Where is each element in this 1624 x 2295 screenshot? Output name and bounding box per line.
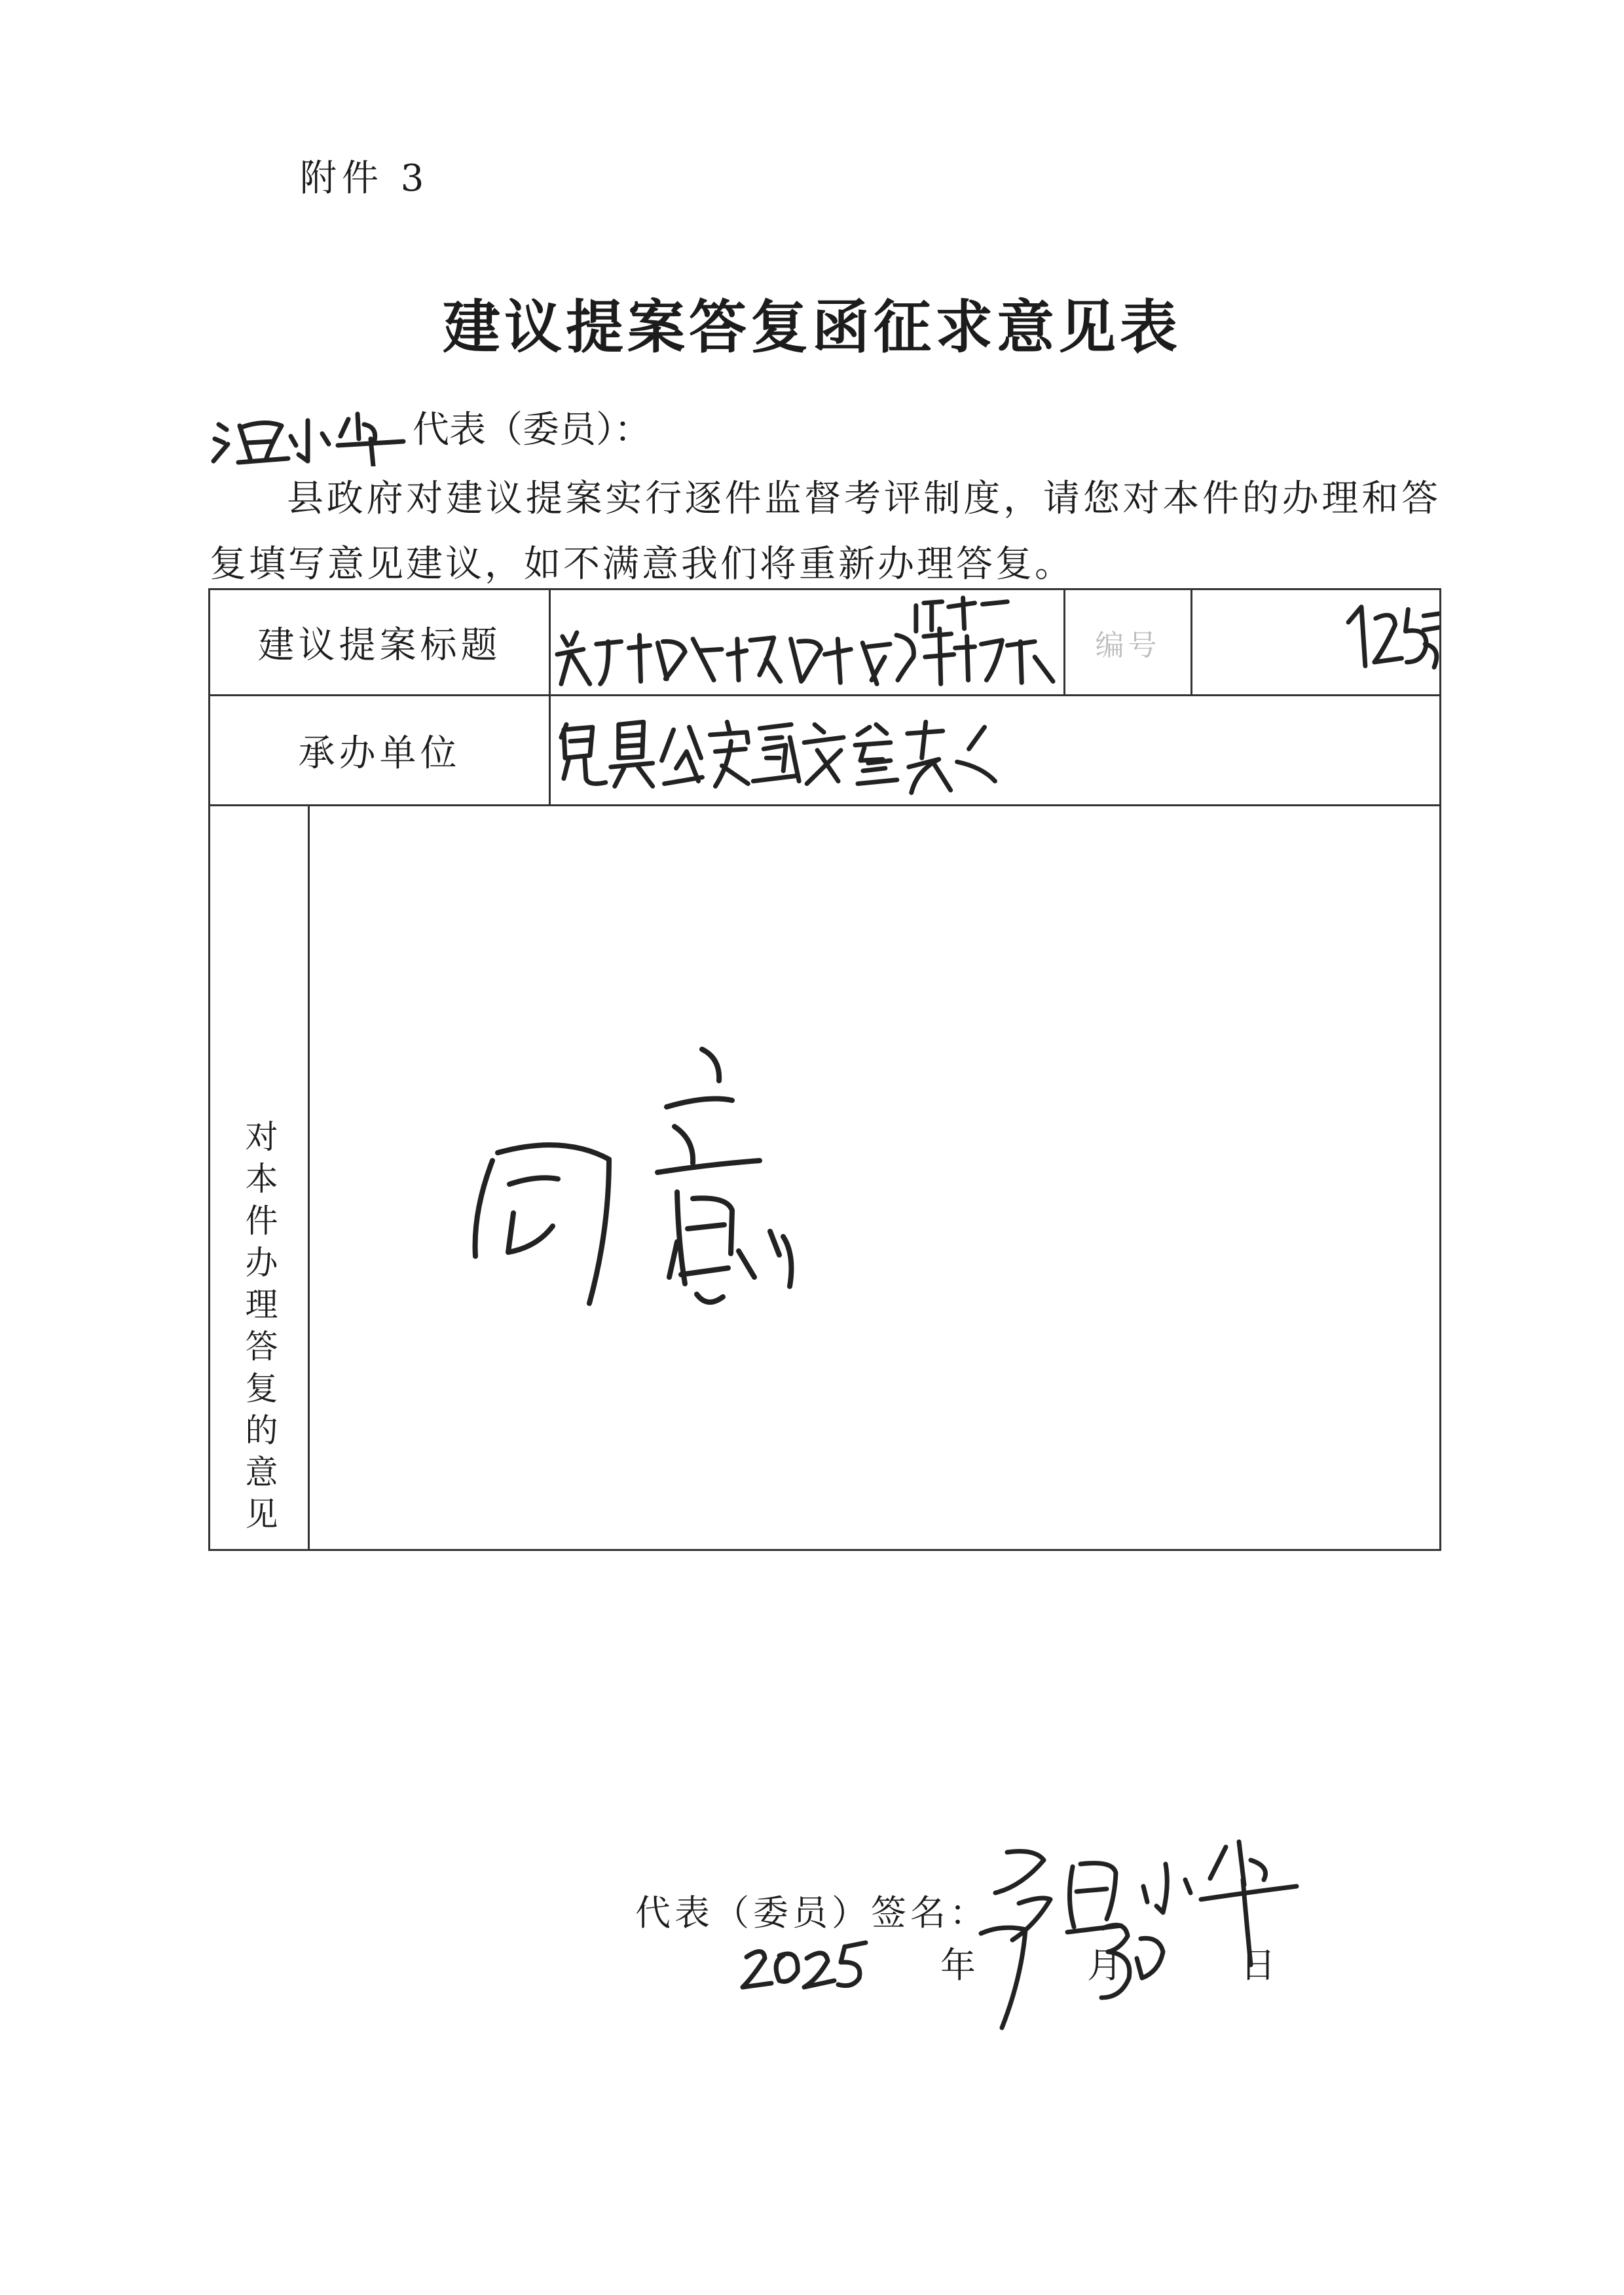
opinion-label-cell	[210, 806, 309, 1550]
proposal-title-label: 建议提案标题	[210, 589, 550, 696]
salutation-suffix: 代表（委员）：	[413, 409, 651, 451]
signature-label: 代表（委员）签名：	[635, 1892, 989, 1933]
handwritten-name	[210, 401, 413, 460]
number-label: 编号	[1065, 589, 1192, 696]
attachment-label: 附件 3	[300, 157, 430, 200]
month-unit: 月	[1087, 1945, 1122, 1986]
number-value[interactable]	[1192, 589, 1441, 696]
opinion-form-table	[208, 588, 1441, 1551]
day-unit: 日	[1240, 1945, 1276, 1986]
proposal-title-value[interactable]	[550, 589, 1065, 696]
salutation-line	[210, 401, 651, 460]
handling-unit-label: 承办单位	[210, 696, 550, 806]
form-row-unit	[210, 696, 1441, 806]
form-row-opinion	[210, 806, 1441, 1550]
opinion-label: 对本件办理答复的意见	[240, 1119, 278, 1539]
year-unit: 年	[940, 1945, 976, 1986]
date-row	[940, 1937, 1276, 1988]
opinion-area[interactable]	[309, 806, 1441, 1550]
form-row-title	[210, 589, 1441, 696]
document-title: 建议提案答复函征求意见表	[442, 293, 1181, 361]
intro-paragraph: 县政府对建议提案实行逐件监督考评制度，请您对本件的办理和答复填写意见建议，如不满意我们将重新办理答复。	[210, 477, 1441, 586]
handling-unit-value[interactable]	[550, 696, 1441, 806]
